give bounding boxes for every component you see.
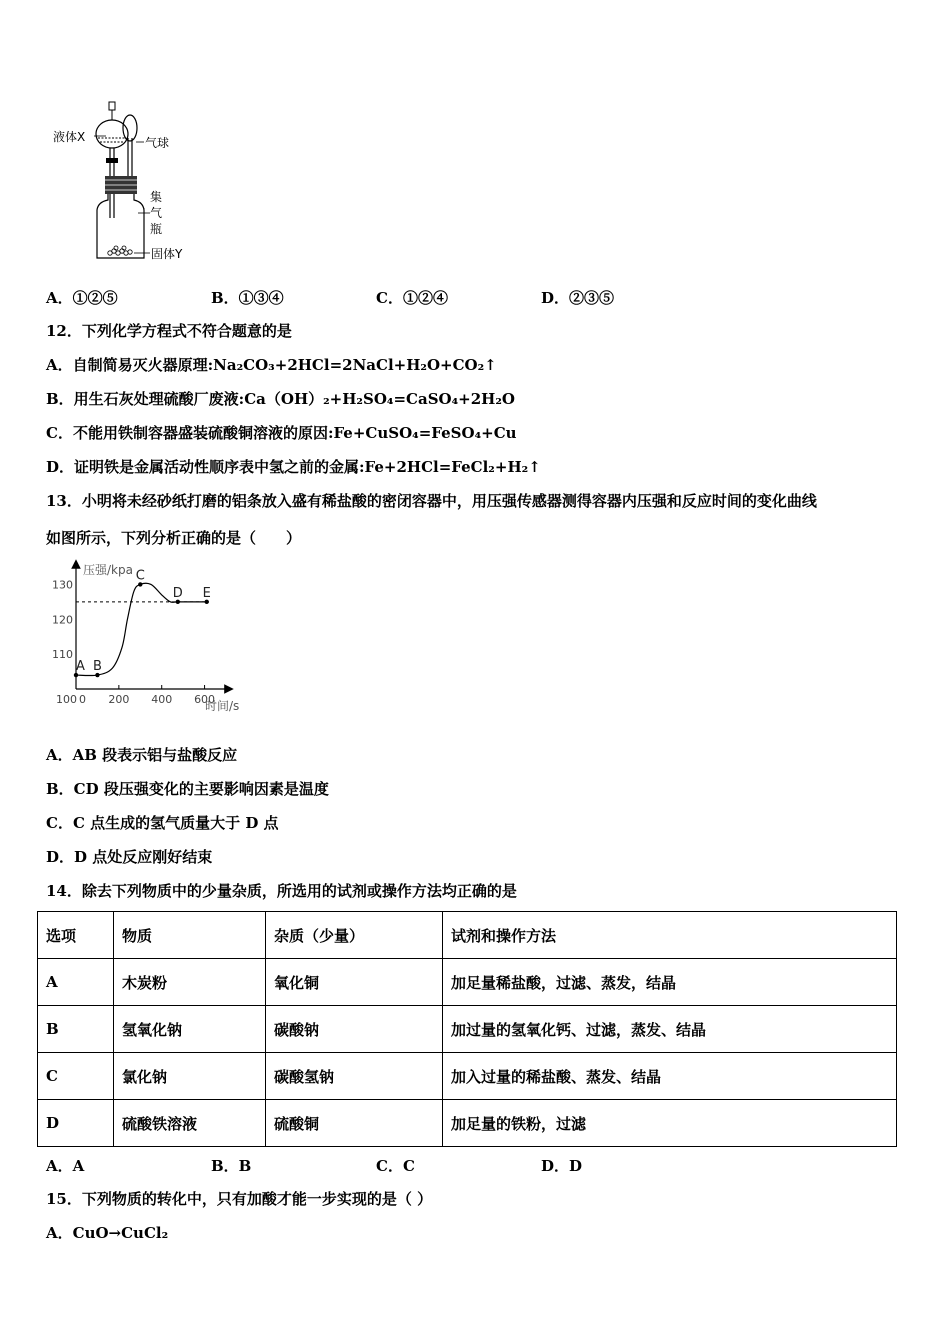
- table-cell: 硫酸铜: [266, 1100, 443, 1147]
- label-bottle-char-1: 集: [150, 190, 163, 204]
- y-tick-label: 130: [52, 578, 73, 592]
- table-row: [38, 1053, 897, 1100]
- point-label-b: B: [92, 659, 102, 675]
- table-cell: 氧化铜: [266, 959, 443, 1006]
- point-label-e: E: [202, 585, 211, 601]
- x-tick-label: 400: [151, 693, 173, 706]
- q12-option-a[interactable]: A．自制简易灭火器原理:Na₂CO₃+2HCl=2NaCl+H₂O+CO₂↑: [46, 356, 497, 374]
- table-row: [38, 1006, 897, 1053]
- table-cell: 加足量稀盐酸，过滤、蒸发，结晶: [443, 959, 897, 1006]
- x-tick-label: 600: [194, 693, 216, 706]
- y-tick-label: 100: [56, 693, 77, 706]
- gas-generation-apparatus-figure: [50, 98, 210, 268]
- q11-option-a[interactable]: A．①②⑤: [46, 289, 118, 307]
- table-header-row: [38, 912, 897, 959]
- table-cell: 加入过量的稀盐酸、蒸发、结晶: [443, 1053, 897, 1100]
- q13-stem-line1: 13．小明将未经砂纸打磨的铝条放入盛有稀盐酸的密闭容器中，用压强传感器测得容器内压强和反应时间的变化曲线: [46, 492, 817, 510]
- q11-options: [46, 287, 746, 307]
- point-label-a: A: [76, 659, 85, 675]
- q14-option-c[interactable]: C．C: [376, 1157, 415, 1175]
- table-cell: 木炭粉: [114, 959, 266, 1006]
- y-tick-label: 110: [52, 648, 73, 662]
- q14-stem: 14．除去下列物质中的少量杂质，所选用的试剂或操作方法均正确的是: [46, 882, 517, 900]
- q14-options: [46, 1155, 746, 1175]
- q12-option-c[interactable]: C．不能用铁制容器盛装硫酸铜溶液的原因:Fe+CuSO₄=FeSO₄+Cu: [46, 424, 517, 442]
- label-solid-y: 固体Y: [151, 247, 183, 261]
- q14-option-a[interactable]: A．A: [46, 1157, 85, 1175]
- q11-option-d[interactable]: D．②③⑤: [541, 289, 615, 307]
- table-row: [38, 1100, 897, 1147]
- q12-stem: 12．下列化学方程式不符合题意的是: [46, 322, 292, 340]
- table-cell: D: [38, 1100, 114, 1147]
- q11-option-c[interactable]: C．①②④: [376, 289, 448, 307]
- pressure-time-chart: [45, 558, 260, 718]
- table-cell: 碳酸钠: [266, 1006, 443, 1053]
- x-tick-label: 200: [108, 693, 130, 706]
- table-row: [38, 959, 897, 1006]
- q15-option-a[interactable]: A．CuO→CuCl₂: [46, 1224, 169, 1242]
- y-tick-label: 120: [52, 613, 73, 627]
- q12-option-d[interactable]: D．证明铁是金属活动性顺序表中氢之前的金属:Fe+2HCl=FeCl₂+H₂↑: [46, 458, 541, 476]
- x-axis-label: 时间/s: [205, 699, 240, 713]
- q13-option-d[interactable]: D．D 点处反应刚好结束: [46, 848, 213, 866]
- y-axis-label: 压强/kpa: [83, 563, 133, 577]
- table-cell: C: [38, 1053, 114, 1100]
- q14-option-b[interactable]: B．B: [211, 1157, 252, 1175]
- q15-stem: 15．下列物质的转化中，只有加酸才能一步实现的是（ ）: [46, 1190, 433, 1208]
- label-liquid-x: 液体X: [53, 130, 86, 144]
- q13-option-a[interactable]: A．AB 段表示铝与盐酸反应: [46, 746, 238, 764]
- table-cell: B: [38, 1006, 114, 1053]
- table-cell: 碳酸氢钠: [266, 1053, 443, 1100]
- header-impurity: 杂质（少量）: [266, 912, 443, 959]
- table-cell: 加足量的铁粉，过滤: [443, 1100, 897, 1147]
- q13-option-c[interactable]: C．C 点生成的氢气质量大于 D 点: [46, 814, 279, 832]
- q14-table: [37, 911, 897, 1147]
- label-bottle-char-2: 气: [150, 206, 163, 220]
- q11-option-b[interactable]: B．①③④: [211, 289, 284, 307]
- q13-stem-line2: 如图所示，下列分析正确的是（ ）: [46, 529, 302, 547]
- table-cell: 硫酸铁溶液: [114, 1100, 266, 1147]
- q13-option-b[interactable]: B．CD 段压强变化的主要影响因素是温度: [46, 780, 329, 798]
- q12-option-b[interactable]: B．用生石灰处理硫酸厂废液:Ca（OH）₂+H₂SO₄=CaSO₄+2H₂O: [46, 390, 515, 408]
- x-tick-label: 0: [79, 693, 86, 706]
- table-cell: A: [38, 959, 114, 1006]
- label-bottle-char-3: 瓶: [150, 222, 163, 236]
- table-cell: 氯化钠: [114, 1053, 266, 1100]
- point-label-c: C: [135, 568, 145, 584]
- table-cell: 氢氧化钠: [114, 1006, 266, 1053]
- header-substance: 物质: [114, 912, 266, 959]
- q14-option-d[interactable]: D．D: [541, 1157, 583, 1175]
- point-label-d: D: [172, 585, 183, 601]
- label-balloon: 气球: [145, 136, 170, 150]
- table-cell: 加过量的氢氧化钙、过滤，蒸发、结晶: [443, 1006, 897, 1053]
- header-method: 试剂和操作方法: [443, 912, 897, 959]
- header-option: 选项: [38, 912, 114, 959]
